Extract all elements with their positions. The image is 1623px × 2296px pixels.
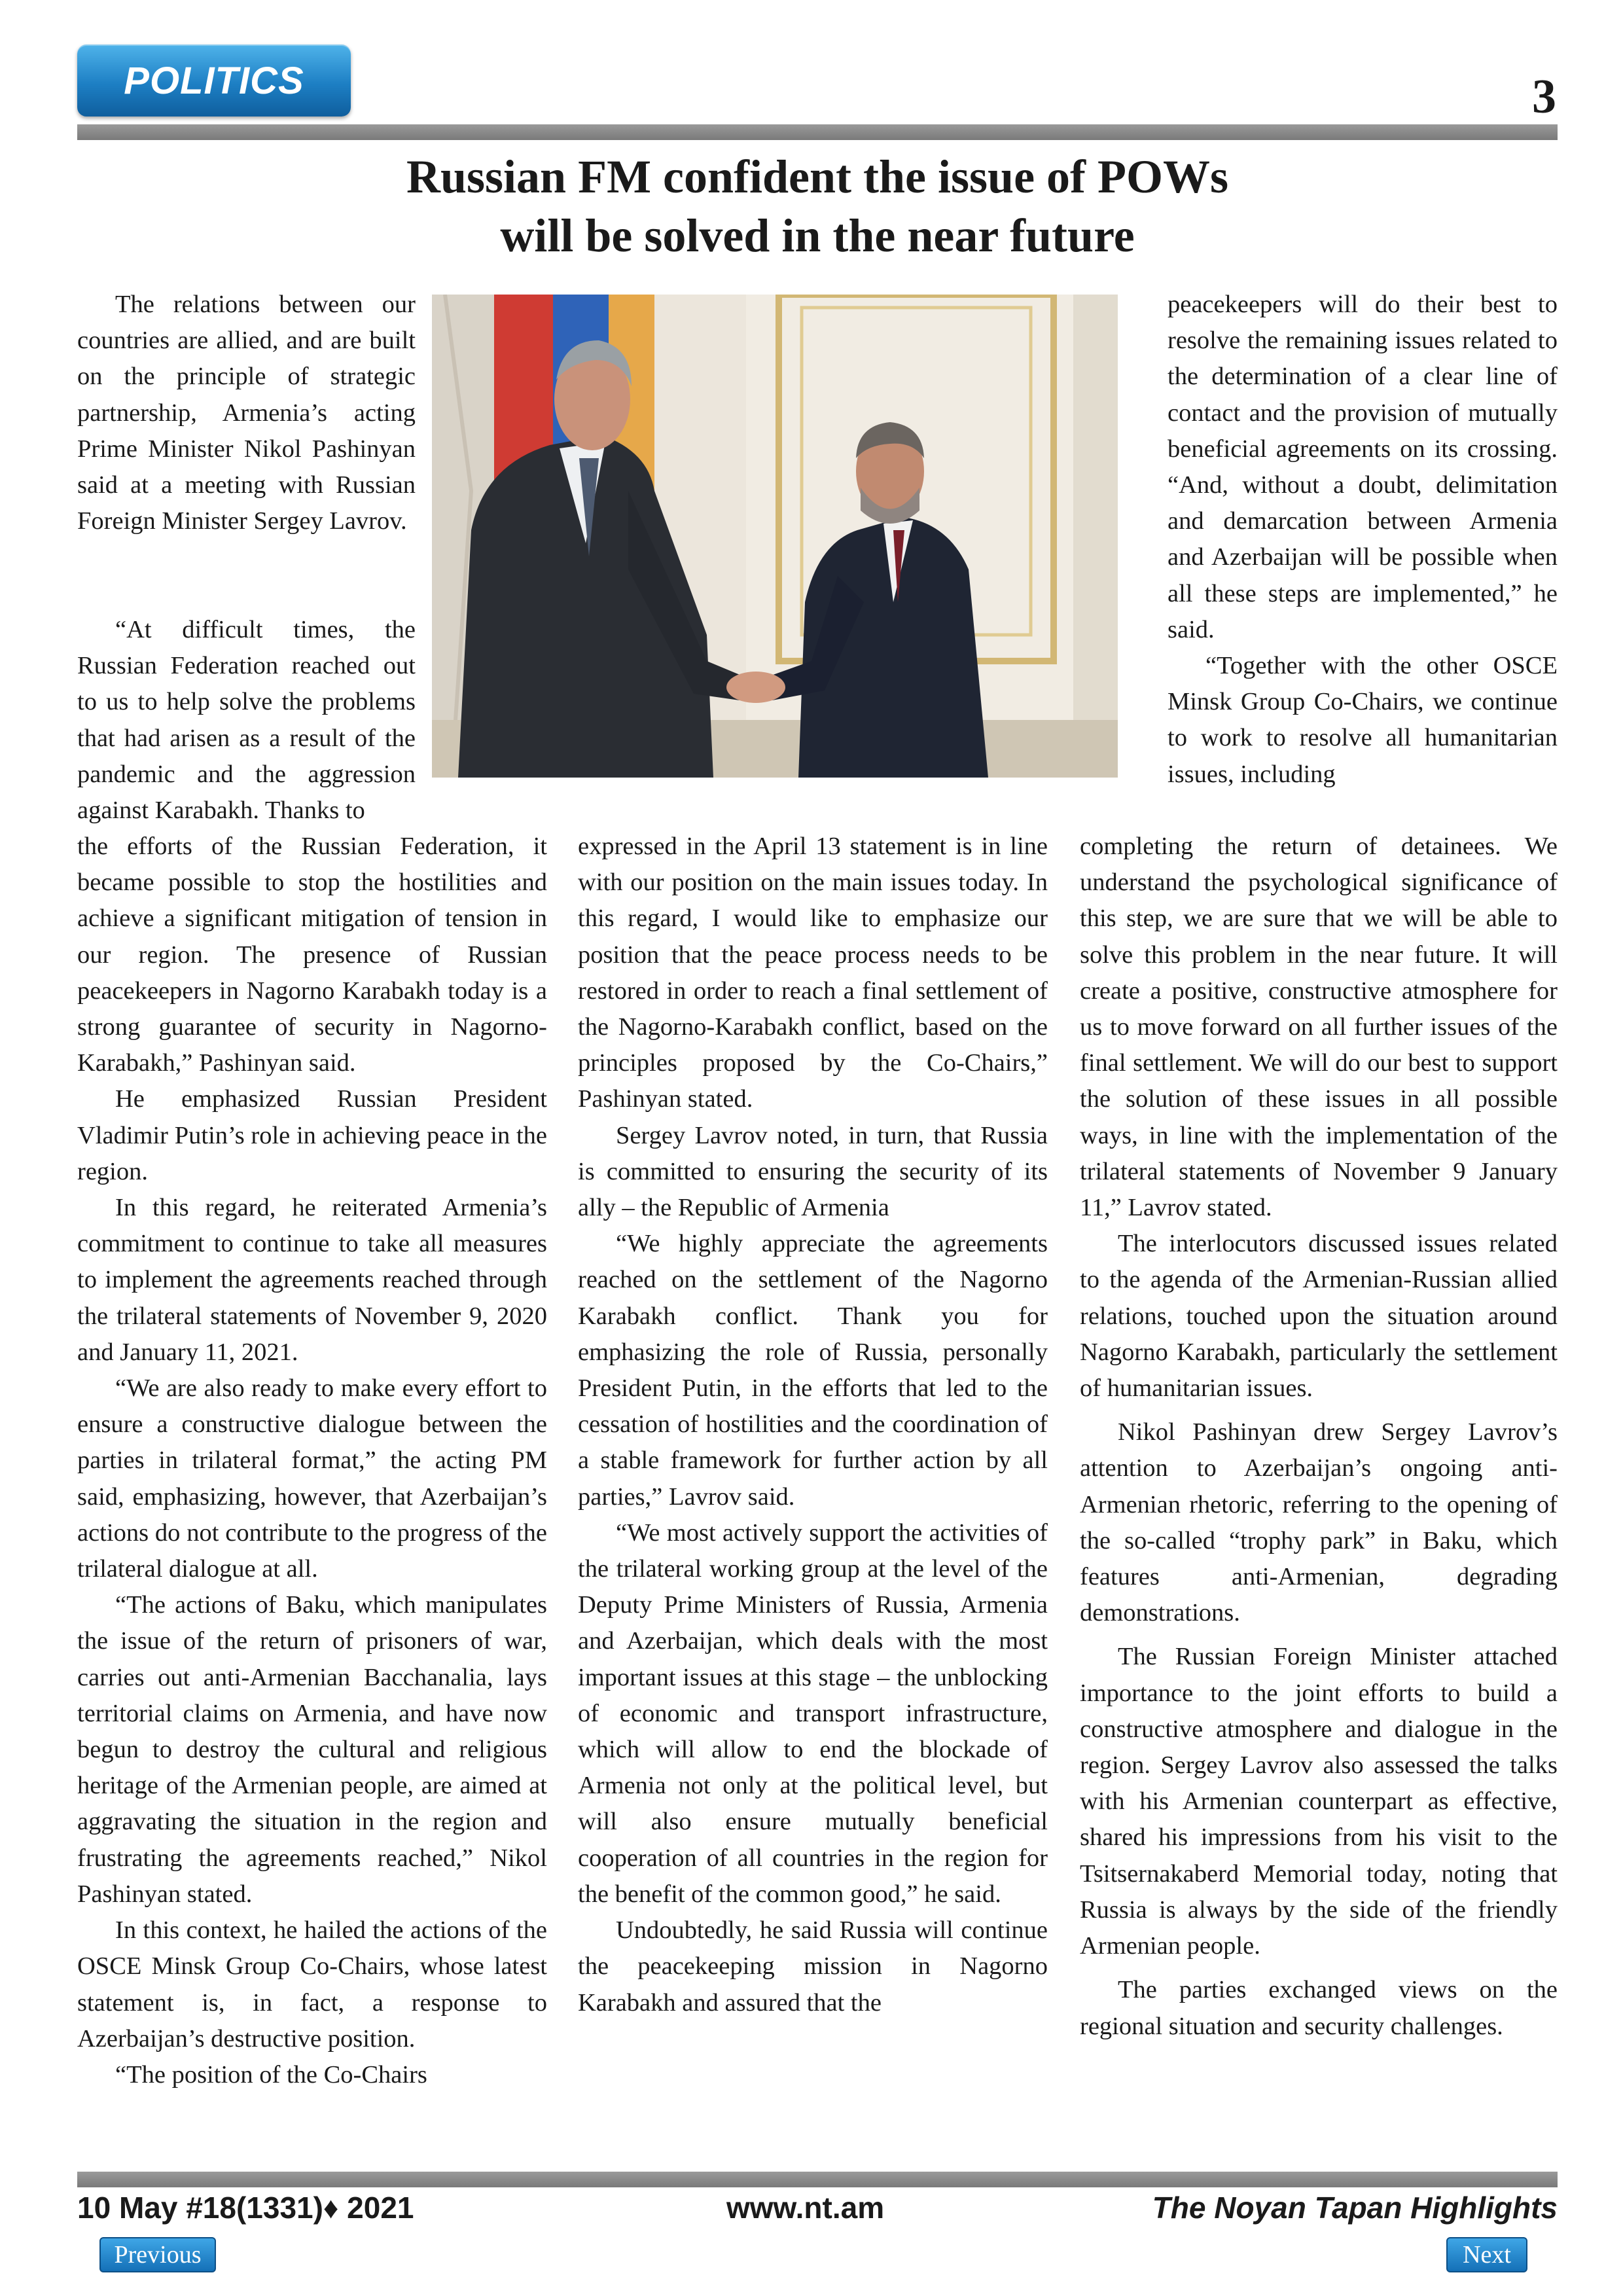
next-page-button[interactable]: Next [1446, 2237, 1527, 2272]
headline-line-2: will be solved in the near future [500, 209, 1135, 262]
article-column-1-wrap [77, 612, 416, 829]
paragraph: The interlocutors discussed issues related to the agenda of the Armenian-Russian allied relations, touched upon the situation around Nagorno Karabakh, particularly the settlement of humanitarian issues. [1080, 1230, 1558, 1403]
article-column-1-lower [77, 829, 547, 2093]
section-label: POLITICS [77, 45, 351, 117]
paragraph: “The actions of Baku, which manipulates the issue of the return of prisoners of war, carries out anti-Armenian Bacchanalia, lays territorial claims on Armenia, and have now begun to destroy the cultural and religious heritage of the Armenian people, are aimed at aggravating the situation in the region and frustrating the agreements reached,” Nikol Pashinyan stated. [77, 1591, 547, 1908]
page-number: 3 [1532, 70, 1556, 124]
article-column-3-upper [1168, 287, 1558, 793]
bottom-divider [77, 2172, 1558, 2187]
paragraph: “We are also ready to make every effort to ensure a constructive dialogue between the parties in trilateral format,” the acting PM said, emphasizing, however, that Azerbaijan’s actions do not contribute to the progress of the trilateral dialogue at all. [77, 1374, 547, 1583]
paragraph: The relations between our countries are allied, and are built on the principle of strategic partnership, Armenia’s acting Prime Minister Nikol Pashinyan said at a meeting with Russian Foreign Minister Sergey Lavrov. [77, 291, 416, 535]
paragraph: In this regard, he reiterated Armenia’s commitment to continue to take all measures to implement the agreements reached through the trilateral statements of November 9, 2020 and January 11, 2021. [77, 1194, 547, 1366]
paragraph: peacekeepers will do their best to resolve the remaining issues related to the determination of a clear line of contact and the provision of mutually beneficial agreements on its crossing. “And, without a doubt, delimitation and demarcation between Armenia and Azerbaijan will be possible when all these steps are implemented,” he said. [1168, 291, 1558, 643]
paragraph: expressed in the April 13 statement is in line with our position on the main issues today. In this regard, I would like to emphasize our position that the peace process needs to be restored in order to reach a final settlement of the Nagorno-Karabakh conflict, based on the principles proposed by the Co-Chairs,” Pashinyan stated. [578, 833, 1048, 1113]
article-column-3 [1080, 829, 1558, 2045]
paragraph: Sergey Lavrov noted, in turn, that Russia is committed to ensuring the security of its ally – the Republic of Armenia [578, 1121, 1048, 1222]
paragraph: completing the return of detainees. We understand the psychological significance of this step, we are sure that we will be able to solve this problem in the near future. It will create a positive, constructive atmosphere for us to move forward on all further issues of the final settlement. We will do our best to support the solution of these issues in all possible ways, in line with the implementation of the trilateral statements of November 9 January 11,” Lavrov stated. [1080, 833, 1558, 1222]
paragraph: “We highly appreciate the agreements reached on the settlement of the Nagorno Karabakh conflict. Thank you for emphasizing the role of Russia, personally President Putin, in the efforts that led to the cessation of hostilities and the coordination of a stable framework for further action by all parties,” Lavrov said. [578, 1230, 1048, 1511]
paragraph: The parties exchanged views on the regional situation and security challenges. [1080, 1976, 1558, 2040]
paragraph: The Russian Foreign Minister attached importance to the joint efforts to build a constructive atmosphere and dialogue in the region. Sergey Lavrov also assessed the talks with his Armenian counterpart as effective, shared his impressions from his visit to the Tsitsernakaberd Memorial today, noting that Russia is always by the side of the friendly Armenian people. [1080, 1643, 1558, 1960]
handshake-photo [432, 295, 1118, 778]
paragraph: the efforts of the Russian Federation, it became possible to stop the hostilities and achieve a significant mitigation of tension in our region. The presence of Russian peacekeepers in Nagorno Karabakh today is a strong guarantee of security in Nagorno-Karabakh,” Pashinyan said. [77, 833, 547, 1077]
top-divider [77, 124, 1558, 140]
website-link[interactable]: www.nt.am [726, 2191, 885, 2225]
issue-date: 10 May #18(1331)♦ 2021 [77, 2191, 414, 2225]
headline-line-1: Russian FM confident the issue of POWs [406, 151, 1229, 203]
paragraph: “The position of the Co-Chairs [115, 2060, 427, 2089]
paragraph: In this context, he hailed the actions of the OSCE Minsk Group Co-Chairs, whose latest statement is, in fact, a response to Azerbaijan’s destructive position. [77, 1916, 547, 2053]
paragraph: “Together with the other OSCE Minsk Group Co-Chairs, we continue to work to resolve all humanitarian issues, including [1168, 652, 1558, 788]
paragraph: Undoubtedly, he said Russia will continue the peacekeeping mission in Nagorno Karabakh and assured that the [578, 1916, 1048, 2017]
paragraph: “At difficult times, the Russian Federation reached out to us to help solve the problems that had arisen as a result of the pandemic and the aggression against Karabakh. Thanks to [77, 616, 416, 825]
article-column-2 [578, 829, 1048, 2021]
paragraph: Nikol Pashinyan drew Sergey Lavrov’s attention to Azerbaijan’s ongoing anti-Armenian rhetoric, referring to the opening of the so-called “trophy park” in Baku, which features anti-Armenian, degrading demonstrations. [1080, 1418, 1558, 1627]
publication-name: The Noyan Tapan Highlights [1152, 2191, 1558, 2225]
previous-page-button[interactable]: Previous [99, 2237, 216, 2272]
paragraph: He emphasized Russian President Vladimir Putin’s role in achieving peace in the region. [77, 1085, 547, 1185]
paragraph: “We most actively support the activities of the trilateral working group at the level of the Deputy Prime Ministers of Russia, Armenia and Azerbaijan, which deals with the most important issues at this stage – the unblocking of economic and transport infrastructure, which will allow to end the blockade of Armenia not only at the political level, but will also ensure mutually beneficial cooperation of all countries in the region for the benefit of the common good,” he said. [578, 1518, 1048, 1908]
article-headline [77, 147, 1558, 265]
